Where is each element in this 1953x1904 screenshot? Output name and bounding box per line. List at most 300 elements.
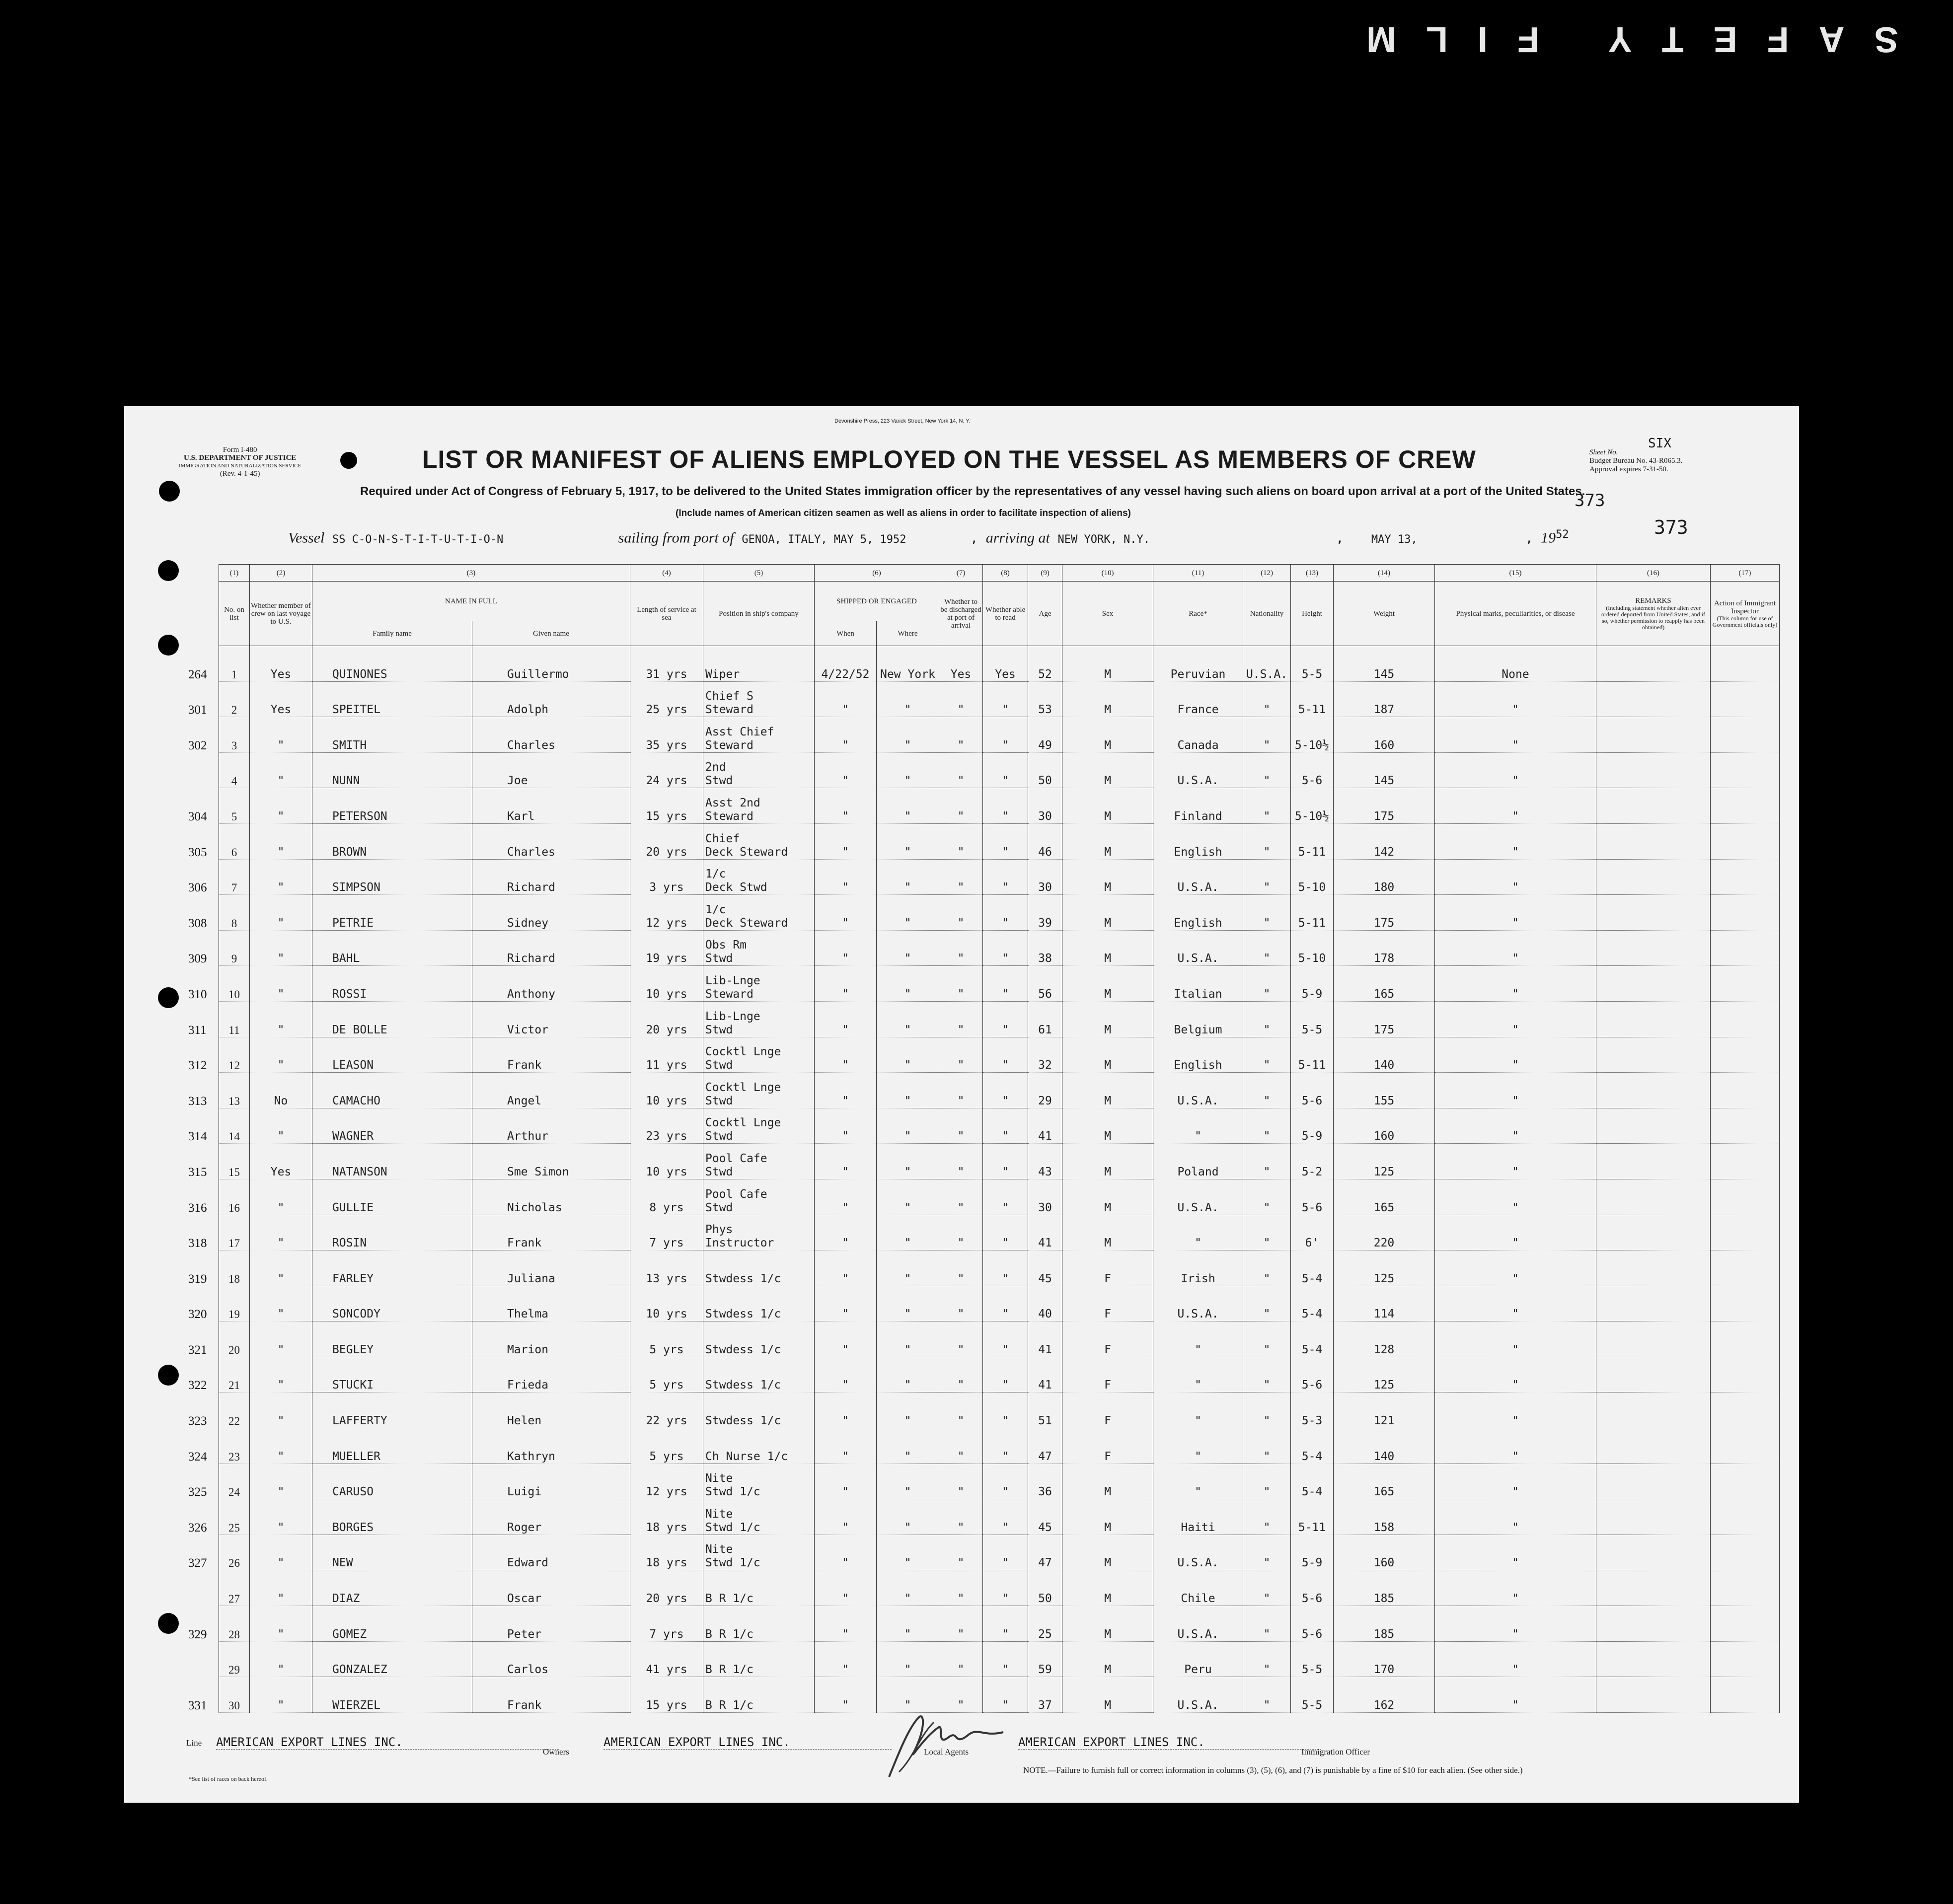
cell-position: Stwdess 1/c [703, 1392, 815, 1428]
cell-inspector-action [1711, 1357, 1780, 1392]
margin-page-number: 315 [188, 1165, 207, 1179]
cell-able-to-read: " [983, 1179, 1028, 1215]
cell-height: 5-6 [1291, 1179, 1334, 1215]
cell-last-voyage: No [250, 1073, 312, 1108]
cell-sex: F [1062, 1321, 1153, 1357]
col-num-5: (5) [703, 565, 815, 582]
cell-able-to-read: " [983, 1144, 1028, 1179]
cell-inspector-action [1711, 681, 1780, 717]
local-agents-label: Local Agents [924, 1747, 969, 1757]
cell-age: 45 [1028, 1499, 1062, 1535]
cell-nationality: " [1243, 1464, 1291, 1499]
cell-family-name: ROSSI [312, 966, 472, 1002]
cell-nationality: U.S.A. [1243, 646, 1291, 682]
cell-race: " [1153, 1108, 1243, 1144]
year-suffix: 52 [1556, 528, 1569, 541]
cell-family-name: GONZALEZ [312, 1641, 472, 1677]
cell-inspector-action [1711, 717, 1780, 753]
cell-family-name: BROWN [312, 823, 472, 859]
cell-remarks [1596, 1001, 1711, 1037]
cell-list-number: 3 302 [219, 717, 250, 753]
cell-length-of-service: 7 yrs [630, 1215, 703, 1250]
cell-given-name: Charles [472, 717, 630, 753]
cell-last-voyage: Yes [250, 1144, 312, 1179]
cell-race: Irish [1153, 1250, 1243, 1286]
cell-discharged: " [939, 1144, 983, 1179]
vessel-label: Vessel [288, 529, 325, 546]
immigration-officer-label: Immigration Officer [1301, 1747, 1370, 1757]
cell-nationality: " [1243, 717, 1291, 753]
sailing-port: GENOA, ITALY, MAY 5, 1952 [742, 533, 970, 546]
margin-page-number: 323 [188, 1414, 207, 1428]
cell-shipped-when: " [815, 1321, 877, 1357]
table-row [219, 1428, 1780, 1464]
cell-last-voyage: " [250, 1392, 312, 1428]
cell-family-name: SONCODY [312, 1286, 472, 1321]
cell-shipped-where: " [877, 1428, 939, 1464]
cell-shipped-when: " [815, 823, 877, 859]
manifest-subtitle: Required under Act of Congress of February 5, 1917, to be delivered to the United States immigration officer by the representatives of any vessel having such aliens on board upon arrival at a port of the United States. [360, 485, 1585, 498]
cell-length-of-service: 25 yrs [630, 681, 703, 717]
cell-sex: F [1062, 1250, 1153, 1286]
cell-last-voyage: " [250, 1606, 312, 1642]
cell-shipped-when: " [815, 717, 877, 753]
cell-family-name: MUELLER [312, 1428, 472, 1464]
cell-able-to-read: " [983, 1357, 1028, 1392]
cell-list-number: 18 319 [219, 1250, 250, 1286]
cell-length-of-service: 7 yrs [630, 1606, 703, 1642]
cell-weight: 140 [1334, 1037, 1435, 1073]
table-row [219, 752, 1780, 788]
cell-remarks [1596, 1215, 1711, 1250]
cell-discharged: " [939, 788, 983, 824]
cell-shipped-where: " [877, 1499, 939, 1535]
punch-hole [159, 481, 180, 502]
cell-height: 5-5 [1291, 1641, 1334, 1677]
cell-sex: M [1062, 1037, 1153, 1073]
department: U.S. DEPARTMENT OF JUSTICE [184, 454, 297, 462]
cell-given-name: Frank [472, 1215, 630, 1250]
margin-page-number: 325 [188, 1485, 207, 1499]
cell-race: U.S.A. [1153, 1606, 1243, 1642]
col-remarks [1596, 582, 1711, 646]
cell-length-of-service: 18 yrs [630, 1535, 703, 1570]
cell-remarks [1596, 1144, 1711, 1179]
cell-age: 36 [1028, 1464, 1062, 1499]
cell-sex: M [1062, 1215, 1153, 1250]
cell-remarks [1596, 966, 1711, 1002]
cell-race: English [1153, 823, 1243, 859]
cell-physical-marks: " [1435, 823, 1596, 859]
col-num-3: (3) [312, 565, 630, 582]
cell-nationality: " [1243, 1570, 1291, 1606]
cell-family-name: ROSIN [312, 1215, 472, 1250]
margin-page-number: 309 [188, 952, 207, 966]
cell-length-of-service: 19 yrs [630, 930, 703, 966]
col-num-9: (9) [1028, 565, 1062, 582]
cell-race: U.S.A. [1153, 1073, 1243, 1108]
margin-page-number: 313 [188, 1094, 207, 1108]
cell-shipped-when: " [815, 859, 877, 895]
cell-list-number: 8 308 [219, 895, 250, 931]
cell-list-number: 12 312 [219, 1037, 250, 1073]
cell-height: 5-6 [1291, 752, 1334, 788]
cell-last-voyage: Yes [250, 646, 312, 682]
cell-weight: 145 [1334, 752, 1435, 788]
punch-hole [158, 1365, 179, 1386]
cell-family-name: NEW [312, 1535, 472, 1570]
cell-sex: M [1062, 1073, 1153, 1108]
cell-given-name: Roger [472, 1499, 630, 1535]
cell-nationality: " [1243, 966, 1291, 1002]
cell-weight: 125 [1334, 1144, 1435, 1179]
col-num-6: (6) [815, 565, 939, 582]
service: IMMIGRATION AND NATURALIZATION SERVICE [179, 463, 301, 469]
cell-position: Nite Stwd 1/c [703, 1535, 815, 1570]
local-agents-value: AMERICAN EXPORT LINES INC. [1018, 1735, 1321, 1750]
cell-weight: 185 [1334, 1570, 1435, 1606]
cell-remarks [1596, 1499, 1711, 1535]
cell-shipped-when: " [815, 1677, 877, 1713]
page-stamp: 373 [1575, 491, 1605, 511]
cell-sex: M [1062, 1606, 1153, 1642]
cell-position: 1/c Deck Stwd [703, 859, 815, 895]
cell-height: 5-4 [1291, 1286, 1334, 1321]
cell-physical-marks: " [1435, 1499, 1596, 1535]
cell-weight: 145 [1334, 646, 1435, 682]
cell-weight: 162 [1334, 1677, 1435, 1713]
cell-height: 5-4 [1291, 1464, 1334, 1499]
col-num-2: (2) [250, 565, 312, 582]
cell-able-to-read: " [983, 1464, 1028, 1499]
cell-length-of-service: 23 yrs [630, 1108, 703, 1144]
cell-given-name: Charles [472, 823, 630, 859]
cell-position: B R 1/c [703, 1641, 815, 1677]
cell-list-number: 7 306 [219, 859, 250, 895]
cell-last-voyage: " [250, 1001, 312, 1037]
cell-race: France [1153, 681, 1243, 717]
table-row [219, 1073, 1780, 1108]
cell-race: Finland [1153, 788, 1243, 824]
cell-shipped-where: " [877, 1464, 939, 1499]
cell-last-voyage: " [250, 1677, 312, 1713]
cell-physical-marks: " [1435, 1215, 1596, 1250]
margin-page-number: 302 [188, 738, 207, 752]
cell-family-name: BORGES [312, 1499, 472, 1535]
cell-position: B R 1/c [703, 1606, 815, 1642]
cell-position: Stwdess 1/c [703, 1286, 815, 1321]
cell-sex: M [1062, 1641, 1153, 1677]
cell-sex: M [1062, 646, 1153, 682]
table-row [219, 717, 1780, 753]
table-row [219, 1179, 1780, 1215]
cell-last-voyage: " [250, 788, 312, 824]
cell-physical-marks: " [1435, 895, 1596, 931]
cell-length-of-service: 20 yrs [630, 1570, 703, 1606]
cell-given-name: Sme Simon [472, 1144, 630, 1179]
cell-able-to-read: " [983, 1001, 1028, 1037]
cell-physical-marks: " [1435, 1428, 1596, 1464]
cell-given-name: Helen [472, 1392, 630, 1428]
margin-page-number: 327 [188, 1556, 207, 1570]
cell-height: 5-10½ [1291, 717, 1334, 753]
cell-weight: 114 [1334, 1286, 1435, 1321]
cell-last-voyage: " [250, 1321, 312, 1357]
margin-page-number: 311 [188, 1023, 207, 1037]
cell-position: Phys Instructor [703, 1215, 815, 1250]
cell-height: 5-10 [1291, 859, 1334, 895]
owners-value: AMERICAN EXPORT LINES INC. [603, 1735, 892, 1750]
table-row [219, 1464, 1780, 1499]
cell-physical-marks: " [1435, 1073, 1596, 1108]
cell-race: U.S.A. [1153, 752, 1243, 788]
cell-height: 5-9 [1291, 1535, 1334, 1570]
cell-given-name: Edward [472, 1535, 630, 1570]
cell-physical-marks: " [1435, 1535, 1596, 1570]
printer-imprint: Devonshire Press, 223 Varick Street, New York 14, N. Y. [834, 418, 971, 424]
cell-shipped-where: " [877, 895, 939, 931]
cell-last-voyage: " [250, 1464, 312, 1499]
form-revision: (Rev. 4-1-45) [220, 470, 260, 478]
col-num-16: (16) [1596, 565, 1711, 582]
cell-inspector-action [1711, 1215, 1780, 1250]
cell-physical-marks: " [1435, 681, 1596, 717]
cell-race: U.S.A. [1153, 1179, 1243, 1215]
inspector-label: Action of Immigrant Inspector [1714, 599, 1776, 615]
cell-physical-marks: " [1435, 788, 1596, 824]
cell-discharged: " [939, 1499, 983, 1535]
cell-shipped-when: " [815, 1464, 877, 1499]
col-name-in-full: NAME IN FULL [312, 582, 630, 621]
cell-last-voyage: " [250, 1215, 312, 1250]
cell-able-to-read: " [983, 1108, 1028, 1144]
cell-length-of-service: 12 yrs [630, 1464, 703, 1499]
cell-sex: M [1062, 1677, 1153, 1713]
cell-physical-marks: " [1435, 1250, 1596, 1286]
form-id-block [179, 446, 301, 478]
cell-weight: 160 [1334, 1535, 1435, 1570]
cell-shipped-where: " [877, 1144, 939, 1179]
punch-hole [158, 1613, 179, 1634]
cell-race: Haiti [1153, 1499, 1243, 1535]
cell-able-to-read: Yes [983, 646, 1028, 682]
col-able-to-read: Whether able to read [983, 582, 1028, 646]
cell-given-name: Richard [472, 859, 630, 895]
cell-last-voyage: " [250, 859, 312, 895]
cell-race: Poland [1153, 1144, 1243, 1179]
cell-given-name: Richard [472, 930, 630, 966]
cell-weight: 121 [1334, 1392, 1435, 1428]
cell-length-of-service: 5 yrs [630, 1321, 703, 1357]
cell-nationality: " [1243, 752, 1291, 788]
crew-manifest-table [188, 564, 1780, 1713]
cell-position: B R 1/c [703, 1677, 815, 1713]
cell-length-of-service: 15 yrs [630, 1677, 703, 1713]
cell-height: 5-10 [1291, 930, 1334, 966]
cell-weight: 178 [1334, 930, 1435, 966]
cell-discharged: " [939, 1215, 983, 1250]
cell-shipped-when: " [815, 1250, 877, 1286]
cell-remarks [1596, 1321, 1711, 1357]
cell-last-voyage: " [250, 1037, 312, 1073]
cell-shipped-where: " [877, 1286, 939, 1321]
cell-remarks [1596, 1037, 1711, 1073]
cell-shipped-when: " [815, 1392, 877, 1428]
cell-nationality: " [1243, 1499, 1291, 1535]
cell-race: Belgium [1153, 1001, 1243, 1037]
cell-nationality: " [1243, 1037, 1291, 1073]
cell-race: U.S.A. [1153, 1677, 1243, 1713]
margin-page-number: 331 [188, 1698, 207, 1712]
cell-sex: M [1062, 823, 1153, 859]
line-label: Line [186, 1738, 202, 1748]
cell-position: Lib-Lnge Stwd [703, 1001, 815, 1037]
cell-height: 5-5 [1291, 1677, 1334, 1713]
cell-list-number: 2 301 [219, 681, 250, 717]
cell-remarks [1596, 1108, 1711, 1144]
cell-weight: 125 [1334, 1250, 1435, 1286]
cell-given-name: Victor [472, 1001, 630, 1037]
cell-physical-marks: " [1435, 717, 1596, 753]
cell-list-number: 26 327 [219, 1535, 250, 1570]
cell-able-to-read: " [983, 859, 1028, 895]
cell-position: Cocktl Lnge Stwd [703, 1073, 815, 1108]
punch-hole [340, 452, 357, 469]
cell-family-name: CAMACHO [312, 1073, 472, 1108]
cell-physical-marks: " [1435, 1392, 1596, 1428]
col-height: Height [1291, 582, 1334, 646]
col-num-1: (1) [219, 565, 250, 582]
cell-physical-marks: " [1435, 1108, 1596, 1144]
cell-height: 5-6 [1291, 1606, 1334, 1642]
cell-length-of-service: 13 yrs [630, 1250, 703, 1286]
cell-age: 46 [1028, 823, 1062, 859]
cell-physical-marks: " [1435, 1464, 1596, 1499]
col-given-name: Given name [472, 621, 630, 646]
cell-given-name: Guillermo [472, 646, 630, 682]
cell-inspector-action [1711, 1570, 1780, 1606]
cell-inspector-action [1711, 1641, 1780, 1677]
table-row [219, 1606, 1780, 1642]
cell-inspector-action [1711, 1606, 1780, 1642]
cell-list-number: 17 318 [219, 1215, 250, 1250]
cell-length-of-service: 20 yrs [630, 1001, 703, 1037]
cell-remarks [1596, 1535, 1711, 1570]
cell-height: 5-11 [1291, 823, 1334, 859]
margin-page-number: 319 [188, 1272, 207, 1286]
cell-race: English [1153, 1037, 1243, 1073]
manifest-sheet [124, 406, 1799, 1803]
cell-length-of-service: 12 yrs [630, 895, 703, 931]
cell-physical-marks: " [1435, 1570, 1596, 1606]
col-weight: Weight [1334, 582, 1435, 646]
margin-page-number: 312 [188, 1059, 207, 1073]
cell-physical-marks: " [1435, 1037, 1596, 1073]
form-id: Form I-480 [223, 446, 257, 454]
cell-family-name: GULLIE [312, 1179, 472, 1215]
cell-list-number: 29 [219, 1641, 250, 1677]
cell-able-to-read: " [983, 823, 1028, 859]
cell-shipped-where: " [877, 1037, 939, 1073]
inspector-signature [879, 1707, 1008, 1782]
cell-list-number: 15 315 [219, 1144, 250, 1179]
cell-height: 5-6 [1291, 1357, 1334, 1392]
cell-position: Cocktl Lnge Stwd [703, 1108, 815, 1144]
cell-nationality: " [1243, 1392, 1291, 1428]
col-discharged: Whether to be discharged at port of arrival [939, 582, 983, 646]
cell-race: U.S.A. [1153, 1286, 1243, 1321]
col-race: Race* [1153, 582, 1243, 646]
cell-nationality: " [1243, 930, 1291, 966]
table-row [219, 1357, 1780, 1392]
cell-given-name: Angel [472, 1073, 630, 1108]
budget-bureau: Budget Bureau No. 43-R065.3. [1589, 457, 1683, 465]
col-physical-marks: Physical marks, peculiarities, or disease [1435, 582, 1596, 646]
cell-inspector-action [1711, 930, 1780, 966]
vessel-name: SS C-O-N-S-T-I-T-U-T-I-O-N [332, 533, 610, 546]
cell-able-to-read: " [983, 681, 1028, 717]
cell-shipped-when: " [815, 1641, 877, 1677]
cell-weight: 175 [1334, 1001, 1435, 1037]
cell-shipped-where: " [877, 1570, 939, 1606]
cell-physical-marks: " [1435, 1179, 1596, 1215]
punch-hole [158, 987, 179, 1008]
cell-shipped-when: " [815, 681, 877, 717]
cell-height: 5-4 [1291, 1250, 1334, 1286]
line-value: AMERICAN EXPORT LINES INC. [216, 1735, 559, 1750]
cell-physical-marks: " [1435, 1677, 1596, 1713]
cell-length-of-service: 11 yrs [630, 1037, 703, 1073]
cell-height: 5-3 [1291, 1392, 1334, 1428]
cell-physical-marks: " [1435, 1606, 1596, 1642]
cell-race: " [1153, 1357, 1243, 1392]
cell-inspector-action [1711, 1464, 1780, 1499]
cell-race: " [1153, 1392, 1243, 1428]
cell-family-name: DIAZ [312, 1570, 472, 1606]
year-prefix: 19 [1541, 529, 1556, 546]
cell-shipped-where: " [877, 1215, 939, 1250]
cell-race: Peru [1153, 1641, 1243, 1677]
table-row [219, 895, 1780, 931]
cell-age: 43 [1028, 1144, 1062, 1179]
cell-weight: 175 [1334, 895, 1435, 931]
cell-shipped-where: " [877, 1392, 939, 1428]
cell-last-voyage: " [250, 1535, 312, 1570]
col-length-of-service: Length of service at sea [630, 582, 703, 646]
cell-family-name: CARUSO [312, 1464, 472, 1499]
cell-list-number: 5 304 [219, 788, 250, 824]
cell-position: Ch Nurse 1/c [703, 1428, 815, 1464]
cell-discharged: " [939, 1570, 983, 1606]
cell-sex: F [1062, 1428, 1153, 1464]
cell-length-of-service: 15 yrs [630, 788, 703, 824]
table-row [219, 1215, 1780, 1250]
cell-inspector-action [1711, 1179, 1780, 1215]
cell-sex: M [1062, 930, 1153, 966]
cell-discharged: Yes [939, 646, 983, 682]
cell-able-to-read: " [983, 717, 1028, 753]
cell-weight: 160 [1334, 717, 1435, 753]
cell-nationality: " [1243, 1250, 1291, 1286]
cell-height: 5-9 [1291, 966, 1334, 1002]
cell-shipped-where: " [877, 930, 939, 966]
cell-able-to-read: " [983, 1606, 1028, 1642]
cell-given-name: Thelma [472, 1286, 630, 1321]
manifest-title: LIST OR MANIFEST OF ALIENS EMPLOYED ON THE VESSEL AS MEMBERS OF CREW [422, 445, 1476, 473]
punch-hole [158, 635, 179, 656]
cell-shipped-when: " [815, 1215, 877, 1250]
margin-page-number: 324 [188, 1450, 207, 1464]
